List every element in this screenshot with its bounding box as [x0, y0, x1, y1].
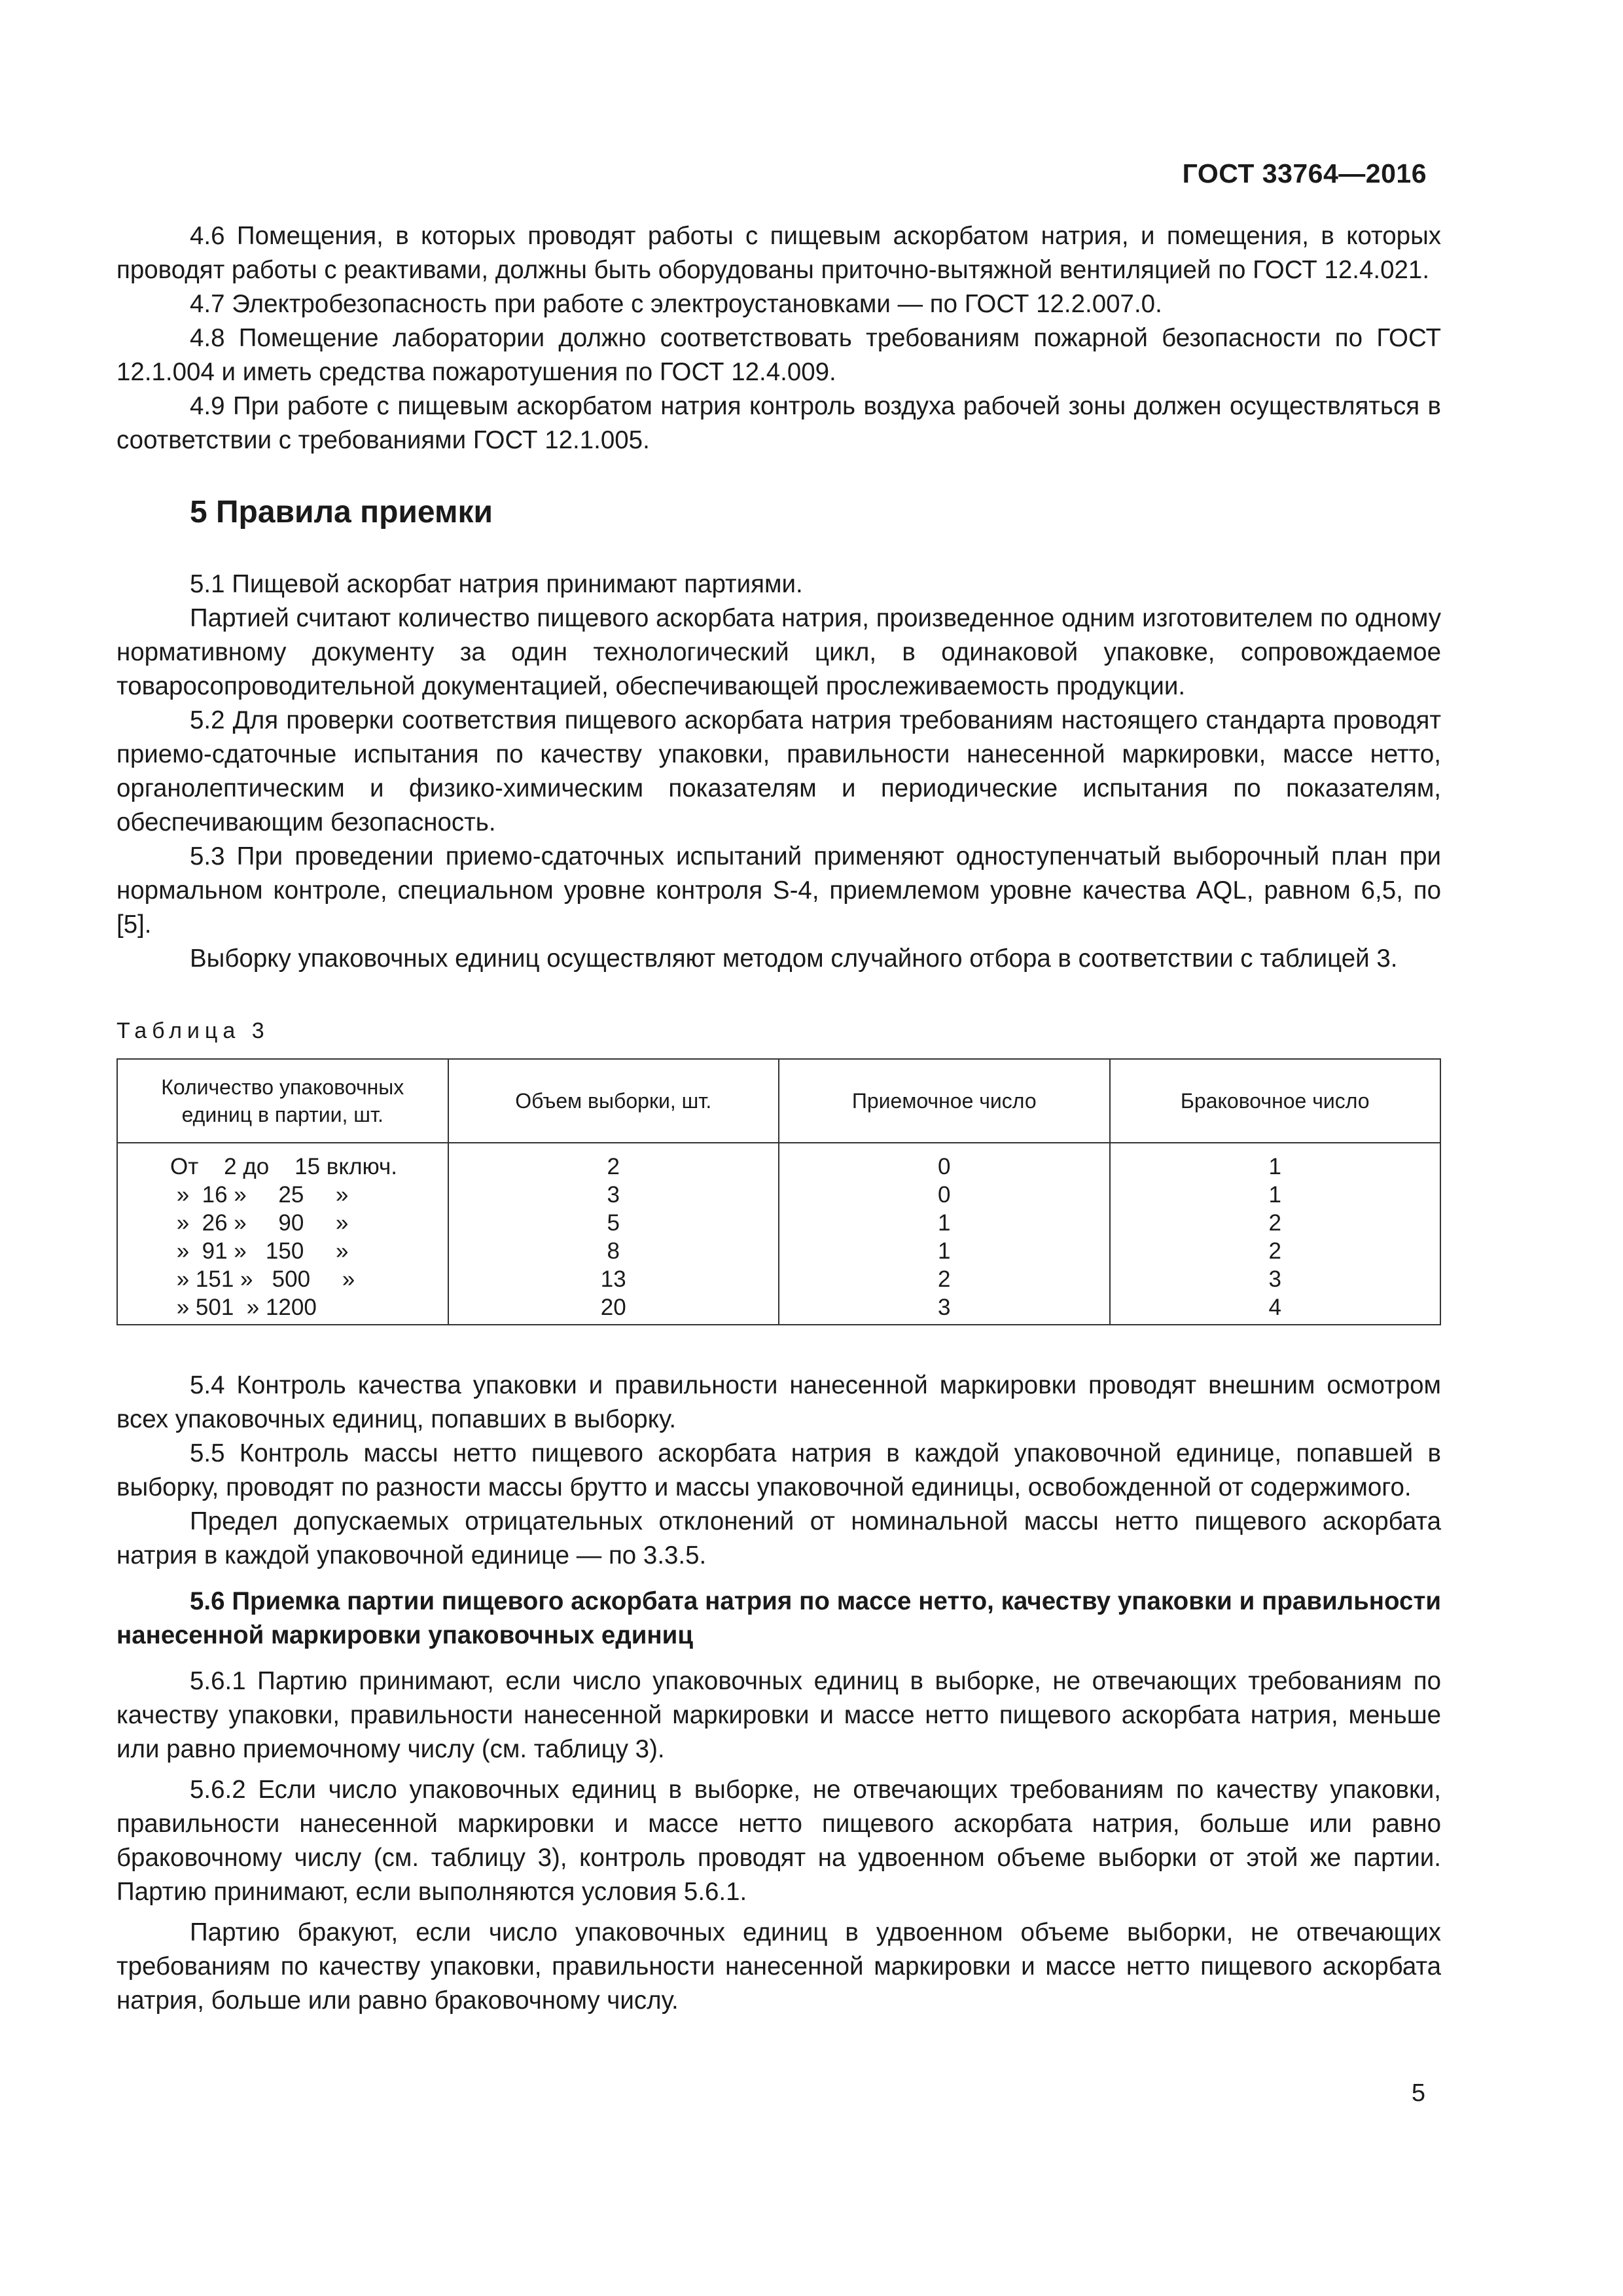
table-caption: Таблица 3	[116, 1018, 270, 1043]
paragraph-4-8: 4.8 Помещение лаборатории должно соответствовать требованиям пожарной безопасности по ГОСТ 12.1.004 и иметь средства пожаротушения по ГОСТ 12.4.009.	[116, 324, 1441, 386]
table-cell: 0	[779, 1143, 1110, 1181]
paragraph-5-6-2: 5.6.2 Если число упаковочных единиц в выборке, не отвечающих требованиям по качеству упаковки, правильности нанесенной маркировки и массе нетто пищевого аскорбата натрия, больше или равно браковочному числу (см. таблицу 3), контроль проводят на удвоенном объеме выборки от этой же партии. Партию принимают, если выполняются условия 5.6.1.	[116, 1776, 1441, 1906]
paragraph-5-1: 5.1 Пищевой аскорбат натрия принимают партиями.	[190, 570, 803, 598]
paragraph-5-5: 5.5 Контроль массы нетто пищевого аскорбата натрия в каждой упаковочной единице, попавшей в выборку, проводят по разности массы брутто и массы упаковочной единицы, освобожденной от содержимого.	[116, 1439, 1441, 1501]
table-cell: » 16 » 25 »	[117, 1181, 448, 1209]
paragraph-4-7: 4.7 Электробезопасность при работе с электроустановками — по ГОСТ 12.2.007.0.	[190, 290, 1162, 318]
table-cell: » 26 » 90 »	[117, 1209, 448, 1237]
table-header-cell: Объем выборки, шт.	[448, 1059, 779, 1143]
table-cell: 1	[1110, 1143, 1441, 1181]
table-cell: 8	[448, 1237, 779, 1265]
page-content	[116, 219, 1441, 2018]
table-cell: 2	[1110, 1209, 1441, 1237]
paragraph-rejection: Партию бракуют, если число упаковочных единиц в удвоенном объеме выборки, не отвечающих требованиям по качеству упаковки, правильности нанесенной маркировки и массе нетто пищевого аскорбата натрия, больше или равно браковочному числу.	[116, 1918, 1441, 2015]
table-cell: 0	[779, 1181, 1110, 1209]
table-row	[117, 1237, 1440, 1265]
paragraph-4-6: 4.6 Помещения, в которых проводят работы с пищевым аскорбатом натрия, и помещения, в которых проводят работы с реактивами, должны быть оборудованы приточно-вытяжной вентиляцией по ГОСТ 12.4.021.	[116, 222, 1441, 284]
table-row	[117, 1265, 1440, 1293]
table-cell: 3	[779, 1293, 1110, 1325]
section-title: 5 Правила приемки	[190, 495, 493, 529]
paragraph-5-4: 5.4 Контроль качества упаковки и правильности нанесенной маркировки проводят внешним осмотром всех упаковочных единиц, попавших в выборку.	[116, 1371, 1441, 1433]
table-cell: 2	[1110, 1237, 1441, 1265]
table-header-cell: Количество упаковочных единиц в партии, шт.	[117, 1059, 448, 1143]
table-row	[117, 1181, 1440, 1209]
table-cell: » 501 » 1200	[117, 1293, 448, 1325]
standard-code: ГОСТ 33764—2016	[1182, 158, 1427, 188]
table-cell: 5	[448, 1209, 779, 1237]
table-cell: 1	[779, 1237, 1110, 1265]
table-row	[117, 1209, 1440, 1237]
paragraph-batch-definition: Партией считают количество пищевого аскорбата натрия, произведенное одним изготовителем по одному нормативному документу за один технологический цикл, в одинаковой упаковке, сопровождаемое товаросопроводительной документацией, обеспечивающей прослеживаемость продукции.	[116, 604, 1441, 700]
table-cell: » 151 » 500 »	[117, 1265, 448, 1293]
table-cell: » 91 » 150 »	[117, 1237, 448, 1265]
table-cell: От 2 до 15 включ.	[117, 1143, 448, 1181]
table-header-row	[117, 1059, 1440, 1143]
table-cell: 2	[779, 1265, 1110, 1293]
table-cell: 3	[448, 1181, 779, 1209]
table-row	[117, 1293, 1440, 1325]
table-cell: 13	[448, 1265, 779, 1293]
subsection-title: 5.6 Приемка партии пищевого аскорбата натрия по массе нетто, качеству упаковки и правильности нанесенной маркировки упаковочных единиц	[116, 1587, 1441, 1649]
page-number: 5	[1411, 2079, 1425, 2107]
paragraph-4-9: 4.9 При работе с пищевым аскорбатом натрия контроль воздуха рабочей зоны должен осуществляться в соответствии с требованиями ГОСТ 12.1.005.	[116, 392, 1441, 454]
table-cell: 3	[1110, 1265, 1441, 1293]
paragraph-5-6-1: 5.6.1 Партию принимают, если число упаковочных единиц в выборке, не отвечающих требованиям по качеству упаковки, правильности нанесенной маркировки и массе нетто пищевого аскорбата натрия, меньше или равно приемочному числу (см. таблицу 3).	[116, 1667, 1441, 1763]
table-cell: 2	[448, 1143, 779, 1181]
table-header-cell: Приемочное число	[779, 1059, 1110, 1143]
table-cell: 4	[1110, 1293, 1441, 1325]
table-cell: 1	[779, 1209, 1110, 1237]
table-row	[117, 1143, 1440, 1181]
sampling-table	[116, 1058, 1441, 1325]
table-header-cell: Браковочное число	[1110, 1059, 1441, 1143]
table-cell: 20	[448, 1293, 779, 1325]
paragraph-5-3: 5.3 При проведении приемо-сдаточных испытаний применяют одноступенчатый выборочный план при нормальном контроле, специальном уровне контроля S-4, приемлемом уровне качества AQL, равном 6,5, по [5].	[116, 842, 1441, 939]
table-cell: 1	[1110, 1181, 1441, 1209]
paragraph-sampling: Выборку упаковочных единиц осуществляют методом случайного отбора в соответствии с таблицей 3.	[190, 944, 1398, 973]
paragraph-tolerance: Предел допускаемых отрицательных отклонений от номинальной массы нетто пищевого аскорбата натрия в каждой упаковочной единице — по 3.3.5.	[116, 1507, 1441, 1570]
paragraph-5-2: 5.2 Для проверки соответствия пищевого аскорбата натрия требованиям настоящего стандарта проводят приемо-сдаточные испытания по качеству упаковки, правильности нанесенной маркировки, массе нетто, органолептическим и физико-химическим показателям и периодические испытания по показателям, обеспечивающим безопасность.	[116, 706, 1441, 836]
